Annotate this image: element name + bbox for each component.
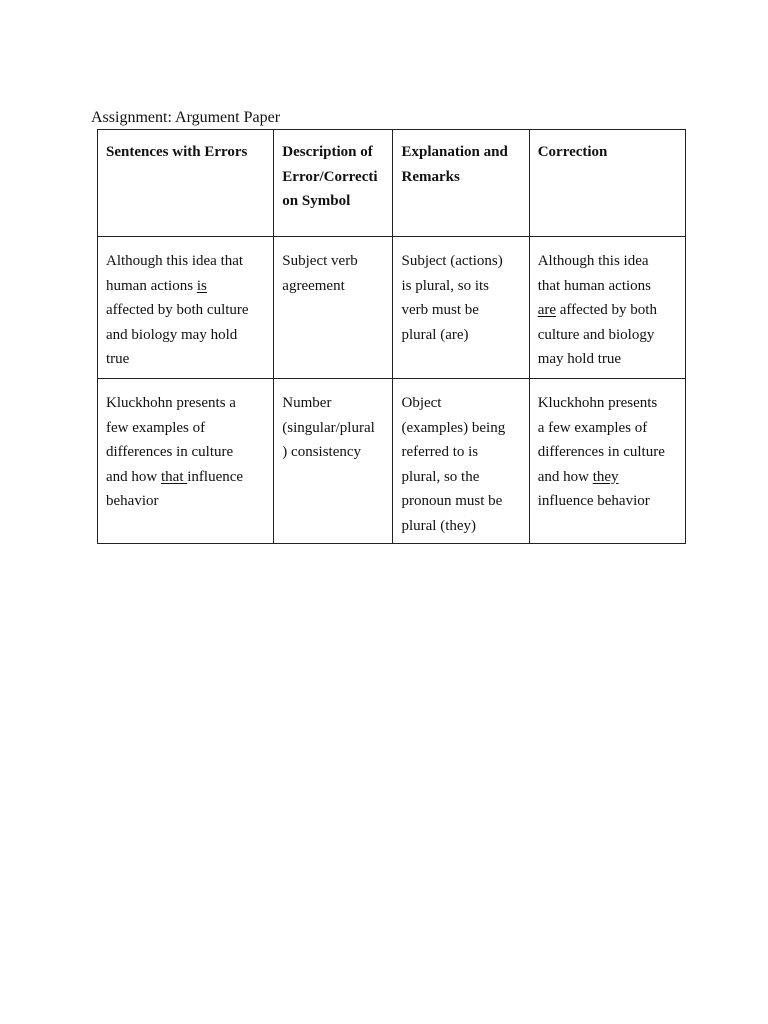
correction-text: affected by both culture and biology may hold true bbox=[537, 302, 657, 367]
sentence-cell bbox=[98, 237, 274, 379]
sentence-text: Kluckhohn presents a few examples of differences in culture and how bbox=[106, 395, 236, 485]
error-word: is bbox=[196, 277, 207, 294]
header-correction: Correction bbox=[529, 130, 685, 237]
sentence-cell bbox=[98, 379, 274, 544]
explanation-cell: Object (examples) being referred to is plural, so the pronoun must be plural (they) bbox=[393, 379, 529, 544]
header-description-of-error: Description of Error/Correcti on Symbol bbox=[274, 130, 393, 237]
header-explanation-and-remarks: Explanation and Remarks bbox=[393, 130, 529, 237]
corrected-word: they bbox=[592, 468, 619, 485]
sentence-text: Although this idea that human actions bbox=[106, 253, 244, 294]
sentence-text: affected by both culture and biology may hold true bbox=[106, 302, 249, 367]
table-row bbox=[98, 379, 686, 544]
corrected-word: are bbox=[537, 302, 557, 318]
description-cell: Subject verb agreement bbox=[274, 237, 393, 379]
error-word: that bbox=[161, 468, 188, 485]
table-row bbox=[98, 237, 686, 379]
correction-text: influence behavior bbox=[537, 493, 650, 509]
table-header-row bbox=[98, 130, 686, 237]
correction-text: Kluckhohn presents a few examples of differences in culture and how bbox=[537, 395, 665, 485]
document-title: Assignment: Argument Paper bbox=[91, 109, 281, 126]
error-correction-table bbox=[97, 129, 686, 544]
explanation-cell: Subject (actions) is plural, so its verb must be plural (are) bbox=[393, 237, 529, 379]
correction-text: Although this idea that human actions bbox=[537, 253, 652, 294]
correction-cell bbox=[529, 237, 685, 379]
correction-cell bbox=[529, 379, 685, 544]
description-cell: Number (singular/plural ) consistency bbox=[274, 379, 393, 544]
header-sentences-with-errors: Sentences with Errors bbox=[98, 130, 274, 237]
sentence-text: influence behavior bbox=[106, 468, 244, 509]
